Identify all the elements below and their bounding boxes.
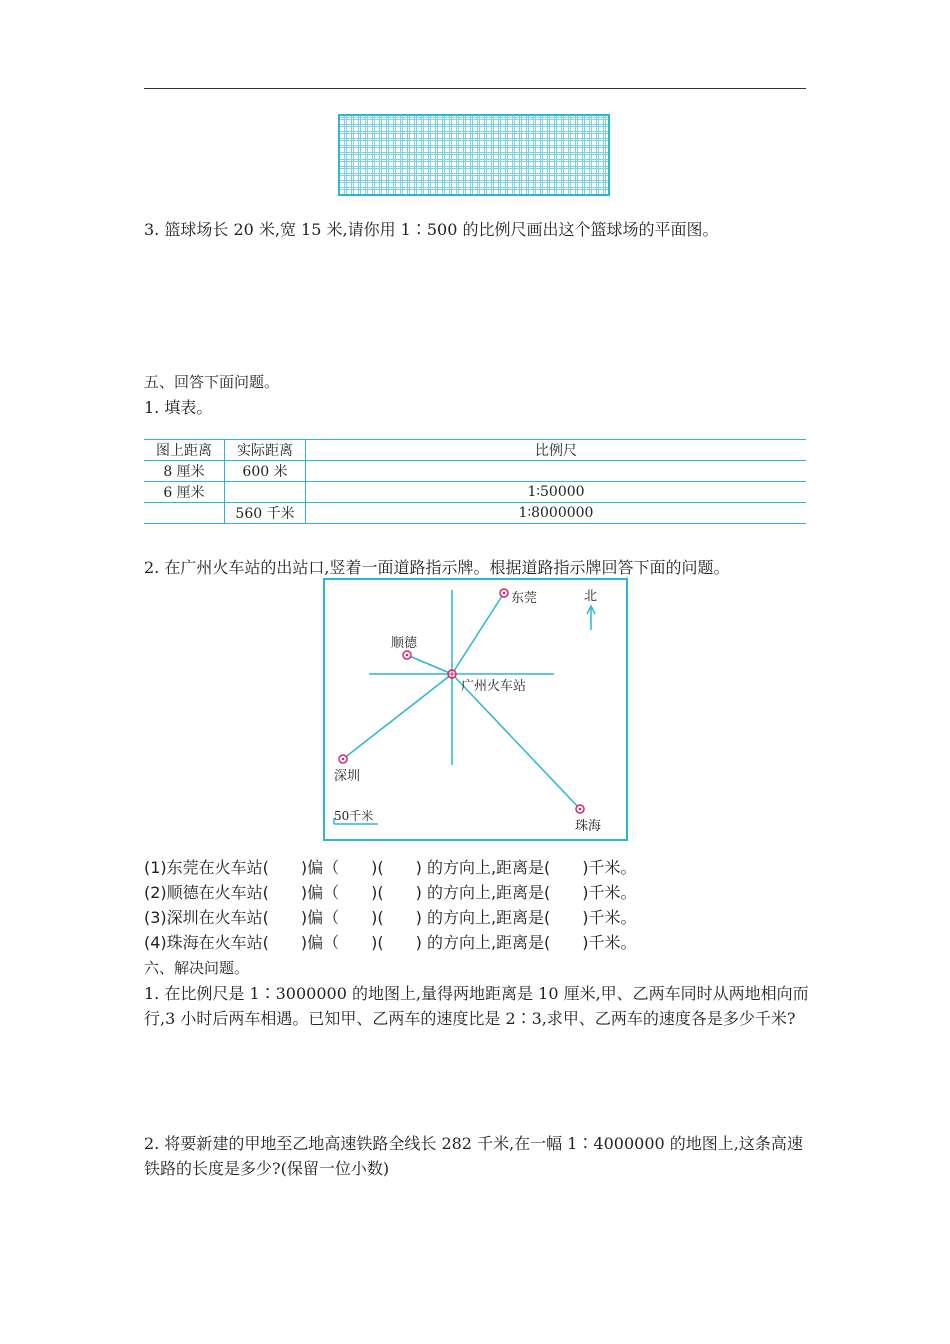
section-6-title: 六、解决问题。 [144,959,250,977]
table-cell [144,503,225,524]
top-rule [144,88,806,89]
label-zhuhai: 珠海 [575,819,602,834]
label-scale: 50千米 [334,809,374,823]
table-row [144,503,806,524]
section-5-q2-title: 2. 在广州火车站的出站口,竖着一面道路指示牌。根据道路指示牌回答下面的问题。 [144,558,730,577]
section-5-q1-title: 1. 填表。 [144,398,213,417]
question-3: 3. 篮球场长 20 米,宽 15 米,请你用 1∶500 的比例尺画出这个篮球场的平面图。 [144,220,719,239]
section-6-q2-line1: 2. 将要新建的甲地至乙地高速铁路全线长 282 千米,在一幅 1∶4000000 的地图上,这条高速 [144,1134,803,1153]
map-question-4: (4)珠海在火车站( )偏（ )( ) 的方向上,距离是( )千米。 [144,933,637,952]
table-cell: 1∶50000 [306,482,807,503]
label-north: 北 [584,589,598,604]
label-shenzhen: 深圳 [334,769,361,784]
header-actual-distance: 实际距离 [225,440,306,461]
table-row [144,482,806,503]
route-dongguan [452,593,504,674]
scale-table [144,439,806,524]
route-shunde [407,655,452,674]
map-question-3: (3)深圳在火车站( )偏（ )( ) 的方向上,距离是( )千米。 [144,908,637,927]
table-header-row [144,440,806,461]
table-cell: 8 厘米 [144,461,225,482]
header-map-distance: 图上距离 [144,440,225,461]
map-canvas [325,580,626,839]
table-cell: 1∶8000000 [306,503,807,524]
label-dongguan: 东莞 [511,591,538,606]
table-cell: 600 米 [225,461,306,482]
table-cell: 560 千米 [225,503,306,524]
section-6-q1-line2: 行,3 小时后两车相遇。已知甲、乙两车的速度比是 2∶3,求甲、乙两车的速度各是多少千米? [144,1009,796,1028]
section-5-title: 五、回答下面问题。 [144,373,280,391]
table-cell [225,482,306,503]
table-cell: 6 厘米 [144,482,225,503]
route-zhuhai [452,674,580,809]
header-scale: 比例尺 [306,440,807,461]
map-question-2: (2)顺德在火车站( )偏（ )( ) 的方向上,距离是( )千米。 [144,883,637,902]
road-sign-map [323,578,628,841]
section-6-q1-line1: 1. 在比例尺是 1∶3000000 的地图上,量得两地距离是 10 厘米,甲、乙两车同时从两地相向而 [144,984,809,1003]
map-question-1: (1)东莞在火车站( )偏（ )( ) 的方向上,距离是( )千米。 [144,858,637,877]
section-6-q2-line2: 铁路的长度是多少?(保留一位小数) [144,1159,390,1178]
route-shenzhen [343,674,452,759]
table-row [144,461,806,482]
label-guangzhou: 广州火车站 [461,679,527,694]
table-cell [306,461,807,482]
grid-drawing-area [338,114,610,196]
label-shunde: 顺德 [391,636,418,651]
